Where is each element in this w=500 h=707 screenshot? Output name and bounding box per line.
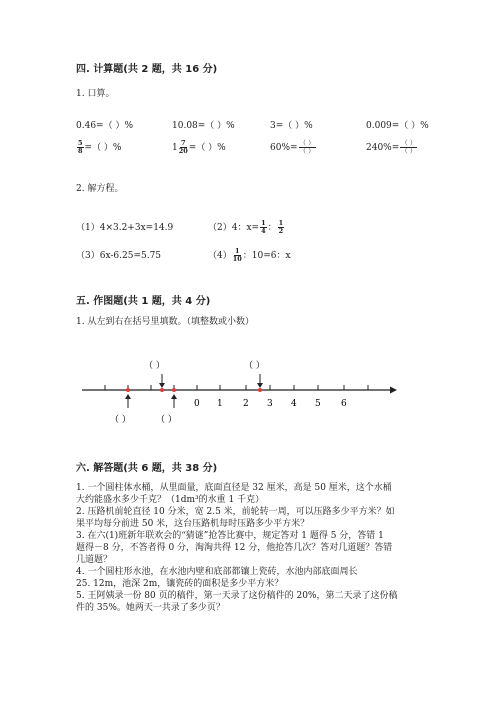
question-4-2-label: 2. 解方程。: [76, 184, 124, 194]
red-point-2: [160, 388, 164, 392]
number-line-figure: [0, 350, 500, 430]
label-0: 0: [194, 399, 200, 409]
label-3: 3: [267, 399, 273, 409]
bracket-top-1: （ ）: [144, 361, 165, 371]
problem-line: 3. 在六(1)班新年联欢会的“猜谜”抢答比赛中，规定答对 1 题得 5 分，答错 1: [76, 531, 384, 541]
oral-calc-6: 1 $\frac{7}{20}$ =（ ）%: [172, 139, 226, 155]
oral-calc-1: 0.46=（ ）%: [76, 121, 133, 131]
label-1: 1: [217, 399, 223, 409]
red-point-3: [172, 388, 176, 392]
question-5-1: 1. 从左到右在括号里填数。（填整数或小数）: [76, 317, 254, 327]
problem-line: 果平均每分前进 50 米，这台压路机每时压路多少平方米？: [76, 519, 310, 529]
equation-4: （4） $\frac{1}{10}$ ：10=6：x: [208, 247, 291, 263]
equation-2: （2）4：x= $\frac{1}{4}$ ： $\frac{1}{2}$: [208, 219, 284, 235]
section-4-title: 四. 计算题(共 2 题，共 16 分): [76, 64, 218, 75]
problem-line: 5. 王阿姨录一份 80 页的稿件，第一天录了这份稿件的 20%，第二天录了这份稿: [76, 591, 398, 601]
label-5: 5: [315, 399, 321, 409]
bracket-top-2: （ ）: [244, 361, 265, 371]
label-4: 4: [291, 399, 297, 409]
equation-3: （3）6x-6.25=5.75: [76, 251, 162, 261]
fraction: $\frac{1}{2}$: [278, 219, 284, 235]
section-6-title: 六. 解答题(共 6 题，共 38 分): [76, 463, 218, 474]
oral-calc-8: 240%= $\frac{( )}{( )}$: [366, 139, 417, 155]
problem-line: 件的 35%。她两天一共录了多少页？: [76, 603, 225, 613]
oral-calc-2: 10.08=（ ）%: [172, 121, 235, 131]
fraction: $\frac{1}{4}$: [261, 219, 266, 235]
fraction: $\frac{( )}{( )}$: [299, 139, 315, 155]
section-6-body: [76, 482, 436, 614]
problem-line: 几道题？: [76, 555, 113, 565]
fraction: $\frac{( )}{( )}$: [401, 139, 417, 155]
section-5-title: 五. 作图题(共 1 题，共 4 分): [76, 296, 211, 307]
problem-line: 题得－8 分，不答者得 0 分，淘淘共得 12 分，他抢答几次？答对几道题？答错: [76, 543, 393, 553]
problem-line: 2. 压路机前轮直径 10 分米，宽 2.5 米，前轮转一周，可以压路多少平方米？如: [76, 507, 395, 517]
equation-1: （1）4×3.2+3x=14.9: [76, 223, 174, 233]
problem-line: 4. 一个圆柱形水池，在水池内壁和底部都镶上瓷砖，水池内部底面周长: [76, 567, 358, 577]
problem-line: 1. 一个圆柱体水桶，从里面量，底面直径是 32 厘米，高是 50 厘米，这个水桶: [76, 483, 392, 493]
oral-calc-3: 3=（ ）%: [270, 121, 313, 131]
problem-line: 大约能盛水多少千克？（1dm³的水重 1 千克）: [76, 495, 265, 505]
problem-line: 25. 12m，池深 2m，镶瓷砖的面积是多少平方米？: [76, 579, 284, 589]
label-6: 6: [341, 399, 347, 409]
oral-calc-4: 0.009=（ ）%: [366, 121, 429, 131]
oral-calc-5: $\frac{5}{8}$ =（ ）%: [78, 139, 122, 155]
arrow-up-head-2: [171, 394, 177, 399]
arrow-down-head-2: [257, 383, 263, 388]
arrow-down-head-1: [159, 383, 165, 388]
fraction: $\frac{5}{8}$: [78, 139, 83, 155]
question-4-1-label: 1. 口算。: [76, 89, 115, 99]
bracket-bottom-2: （ ）: [156, 415, 177, 425]
fraction: $\frac{7}{20}$: [178, 139, 188, 155]
label-2: 2: [243, 399, 249, 409]
red-point-4: [258, 388, 262, 392]
red-point-1: [126, 388, 130, 392]
number-line-arrowhead: [390, 387, 397, 394]
oral-calc-7: 60%= $\frac{( )}{( )}$: [270, 139, 315, 155]
arrow-up-head-1: [125, 394, 131, 399]
fraction: $\frac{1}{10}$: [232, 247, 242, 263]
bracket-bottom-1: （ ）: [110, 415, 131, 425]
